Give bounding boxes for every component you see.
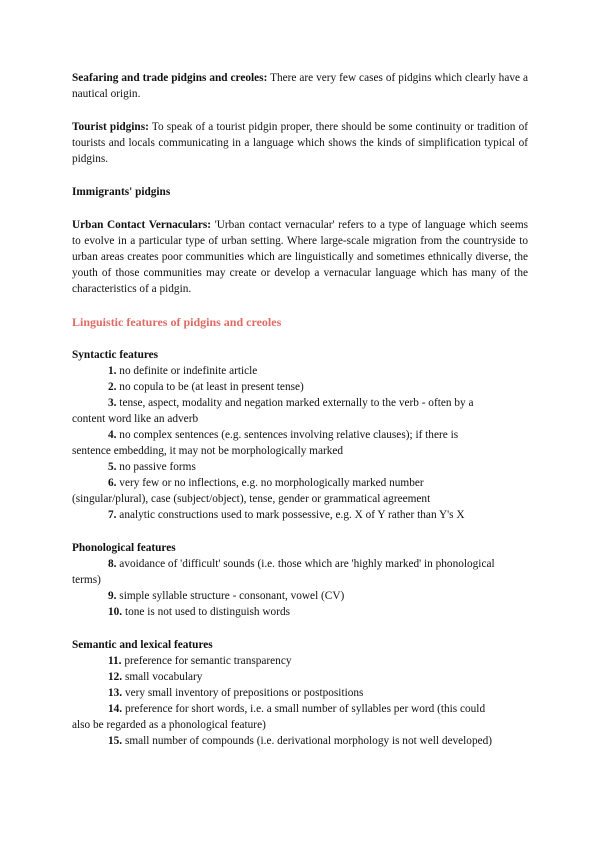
phonological-list: [72, 556, 528, 620]
paragraph-urban: [72, 217, 528, 297]
list-item: 3. tense, aspect, modality and negation marked externally to the verb - often by a content word like an adverb: [72, 397, 474, 425]
list-item: 11. preference for semantic transparency: [108, 655, 292, 667]
term-urban: Urban Contact Vernaculars:: [72, 219, 212, 231]
paragraph-immigrants: [72, 184, 528, 200]
term-immigrants: Immigrants' pidgins: [72, 186, 171, 198]
list-item: 12. small vocabulary: [108, 671, 203, 683]
definition-urban: 'Urban contact vernacular' refers to a type of language which seems to evolve in a particular type of urban setting. Where large-scale migration from the countryside to urban areas creates poor communities which are linguistically and sometimes ethnically diverse, the youth of those communities may create or develop a vernacular language which has many of the characteristics of a pidgin.: [72, 219, 529, 295]
list-item: 14. preference for short words, i.e. a small number of syllables per word (this could also be regarded as a phonological feature): [72, 703, 486, 731]
list-item: 9. simple syllable structure - consonant, vowel (CV): [108, 590, 345, 602]
list-item: 2. no copula to be (at least in present tense): [108, 381, 304, 393]
list-item: 1. no definite or indefinite article: [108, 365, 258, 377]
list-item: 10. tone is not used to distinguish words: [108, 606, 291, 618]
semantic-list: [72, 653, 528, 749]
syntactic-list: [72, 363, 528, 523]
list-item: 5. no passive forms: [108, 461, 196, 473]
list-item: 8. avoidance of 'difficult' sounds (i.e. those which are 'highly marked' in phonological terms): [72, 558, 495, 586]
term-seafaring: Seafaring and trade pidgins and creoles:: [72, 72, 268, 84]
list-item: 7. analytic constructions used to mark possessive, e.g. X of Y rather than Y's X: [108, 509, 465, 521]
list-item: 4. no complex sentences (e.g. sentences involving relative clauses); if there is sentence embedding, it may not be morphologically marked: [72, 429, 459, 457]
paragraph-seafaring: [72, 70, 528, 102]
paragraph-tourist: [72, 119, 528, 167]
list-item: 13. very small inventory of prepositions or postpositions: [108, 687, 364, 699]
definition-seafaring: There are very few cases of pidgins which clearly have a nautical origin.: [72, 72, 528, 100]
section-title: Linguistic features of pidgins and creoles: [72, 315, 282, 329]
phonological-heading: Phonological features: [72, 542, 176, 554]
list-item: 15. small number of compounds (i.e. derivational morphology is not well developed): [108, 735, 493, 747]
list-item: 6. very few or no inflections, e.g. no morphologically marked number (singular/plural), case (subject/object), tense, gender or grammatical agreement: [72, 477, 431, 505]
definition-tourist: To speak of a tourist pidgin proper, there should be some continuity or tradition of tourists and locals communicating in a language which shows the kinds of simplification typical of pidgins.: [72, 121, 528, 165]
syntactic-heading: Syntactic features: [72, 349, 159, 361]
semantic-heading: Semantic and lexical features: [72, 639, 213, 651]
term-tourist: Tourist pidgins:: [72, 121, 149, 133]
